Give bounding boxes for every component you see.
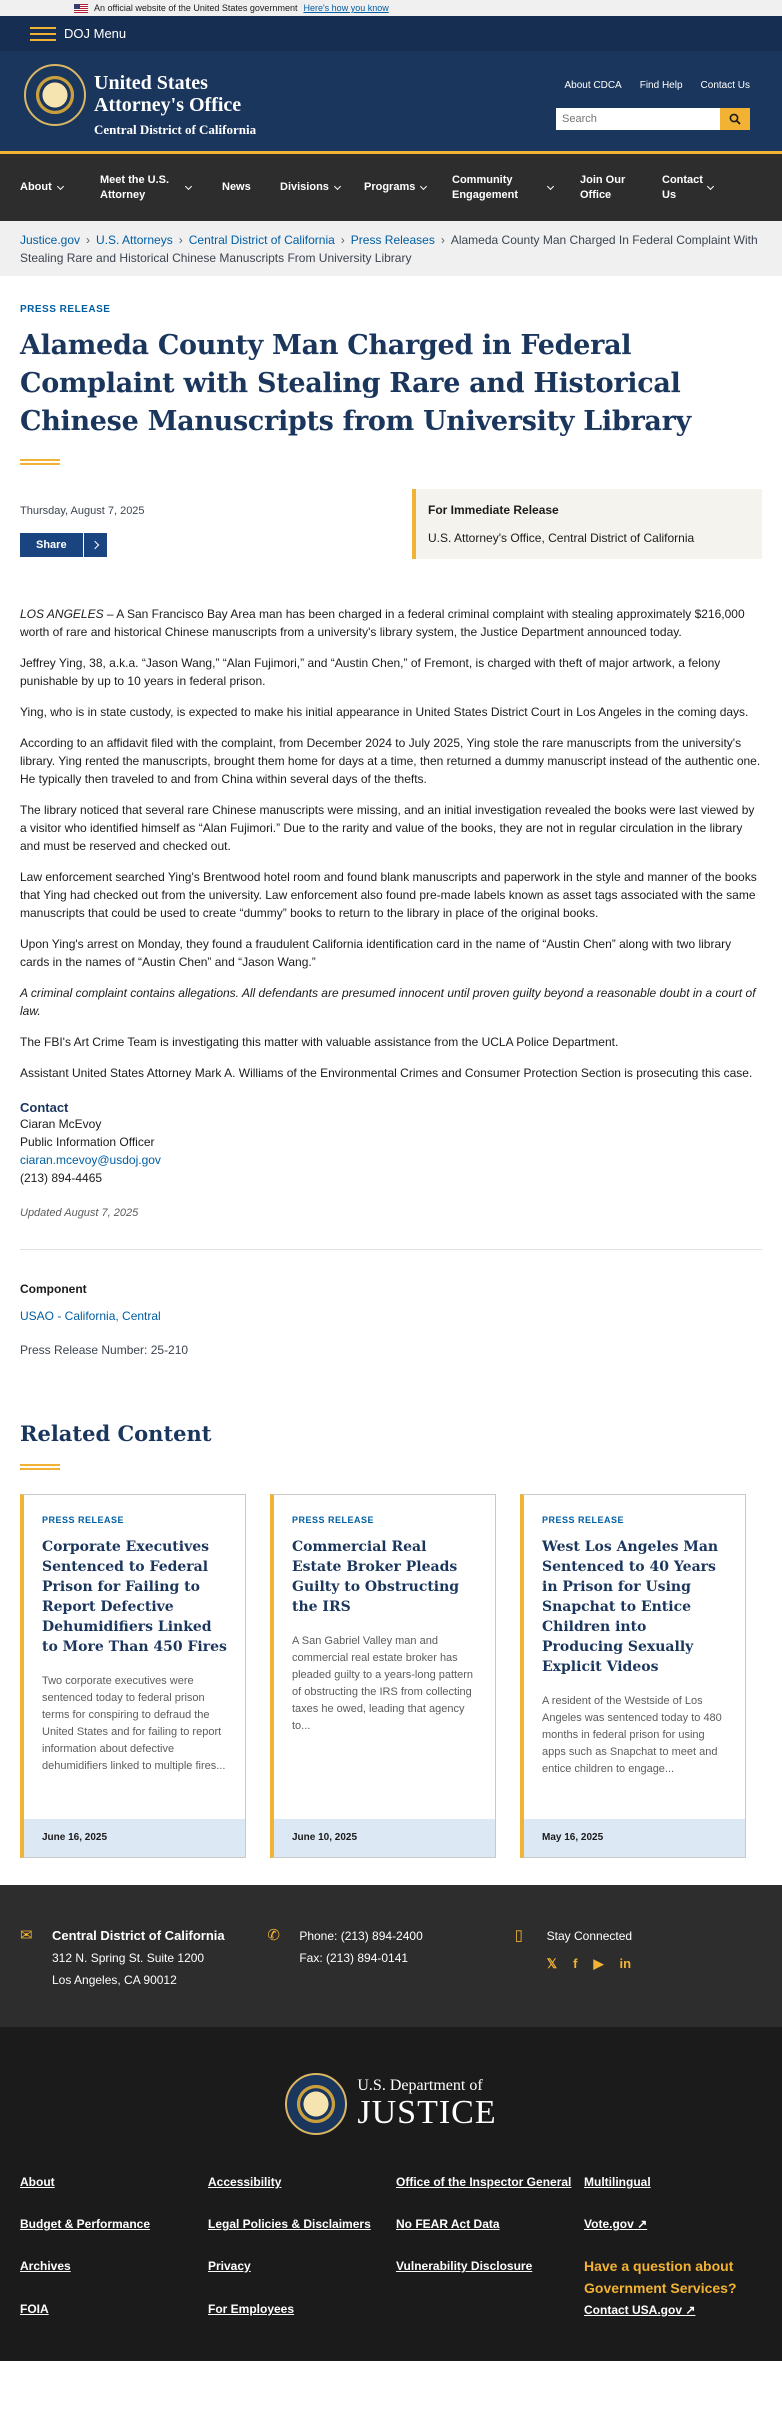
address-line1: 312 N. Spring St. Suite 1200	[52, 1951, 205, 1965]
external-link-icon: ↗	[685, 2303, 696, 2317]
social-links	[547, 1953, 632, 1975]
related-card[interactable]	[20, 1494, 246, 1858]
chevron-right-icon: ›	[440, 233, 445, 247]
contact-heading: Contact	[20, 1100, 69, 1115]
lead-text: – A San Francisco Bay Area man has been charged in a federal criminal complaint with stealing approximately $216,000 worth of rare and historical Chinese manuscripts from a university's library system, the Justice Department announced today.	[20, 607, 745, 639]
page-title: Alameda County Man Charged in Federal Complaint with Stealing Rare and Historical Chinese Manuscripts from University Library	[20, 330, 691, 437]
article-paragraph: Upon Ying's arrest on Monday, they found a fraudulent California identification card in the name of “Austin Chen” along with two library cards in the names of “Austin Chen” and “Jason Wang.”	[20, 937, 732, 969]
footer-link-vote-gov[interactable]	[584, 2217, 647, 2231]
footer-link-legal[interactable]: Legal Policies & Disclaimers	[208, 2217, 371, 2231]
facebook-icon[interactable]: f	[573, 1956, 578, 1971]
nav-contact-us[interactable]	[662, 173, 722, 203]
card-title[interactable]: West Los Angeles Man Sentenced to 40 Years in Prison for Using Snapchat to Entice Children into Producing Sexually Explicit Videos	[542, 1539, 719, 1675]
divider	[20, 1249, 762, 1250]
nav-divisions[interactable]	[280, 180, 342, 195]
chevron-down-icon	[185, 182, 192, 189]
card-date: May 16, 2025	[524, 1819, 745, 1857]
office-name-district: Central District of California	[94, 122, 257, 137]
doj-seal-logo	[285, 2073, 347, 2135]
related-cards	[20, 1494, 762, 1858]
nav-news-label: News	[222, 181, 251, 193]
immediate-release-box	[412, 489, 762, 559]
site-footer	[0, 2027, 782, 2361]
related-accent	[20, 1464, 60, 1470]
us-flag-icon	[74, 4, 88, 13]
component-block	[20, 1282, 762, 1323]
card-eyebrow: PRESS RELEASE	[42, 1515, 125, 1525]
nav-programs-label: Programs	[364, 181, 416, 193]
utility-links	[564, 80, 750, 91]
contact-usa-gov-link[interactable]	[584, 2303, 695, 2317]
footer-link-archives[interactable]: Archives	[20, 2259, 71, 2273]
article-paragraph	[20, 605, 762, 641]
doj-seal-logo[interactable]	[24, 64, 86, 126]
about-cdca-link[interactable]: About CDCA	[564, 80, 622, 91]
card-title[interactable]: Corporate Executives Sentenced to Federal Prison for Failing to Report Defective Dehumidifiers Linked to More Than 450 Fires	[42, 1539, 227, 1655]
main-nav	[0, 154, 782, 221]
contact-phone: (213) 894-4465	[20, 1171, 103, 1185]
breadcrumb-district[interactable]: Central District of California	[188, 233, 335, 247]
release-date: Thursday, August 7, 2025	[20, 505, 145, 517]
related-card[interactable]	[520, 1494, 746, 1858]
footer-link-budget[interactable]: Budget & Performance	[20, 2217, 151, 2231]
youtube-icon[interactable]: ▶	[593, 1956, 604, 1971]
footer-link-accessibility[interactable]: Accessibility	[208, 2175, 282, 2189]
card-eyebrow: PRESS RELEASE	[292, 1515, 375, 1525]
chevron-right-icon: ›	[86, 233, 91, 247]
dateline: LOS ANGELES	[20, 607, 104, 621]
card-date: June 10, 2025	[274, 1819, 495, 1857]
chevron-down-icon	[57, 182, 64, 189]
chevron-right-icon: ›	[178, 233, 183, 247]
masthead	[0, 51, 782, 151]
external-link-icon: ↗	[637, 2217, 648, 2231]
chevron-right-icon: ›	[340, 233, 345, 247]
heres-how-link[interactable]: Here's how you know	[303, 3, 389, 13]
office-name-footer: Central District of California	[52, 1928, 225, 1943]
contact-usa-label: Contact USA.gov	[584, 2303, 683, 2317]
press-release-eyebrow: PRESS RELEASE	[20, 304, 111, 315]
article-paragraph: Ying, who is in state custody, is expected to make his initial appearance in United States District Court in Los Angeles in the coming days.	[20, 705, 749, 719]
card-summary: A San Gabriel Valley man and commercial real estate broker has pleaded guilty to a years-long pattern of obstructing the IRS from collecting taxes he owed, leading that agency to...	[292, 1635, 474, 1732]
footer-link-no-fear[interactable]: No FEAR Act Data	[396, 2217, 500, 2231]
contact-title: Public Information Officer	[20, 1135, 155, 1149]
office-contact-bar	[0, 1885, 782, 2027]
contact-email-link[interactable]: ciaran.mcevoy@usdoj.gov	[20, 1153, 161, 1167]
search-form	[556, 108, 750, 130]
disclaimer: A criminal complaint contains allegations. All defendants are presumed innocent until proven guilty beyond a reasonable doubt in a court of law.	[20, 986, 756, 1018]
breadcrumb-justice-gov[interactable]: Justice.gov	[20, 233, 81, 247]
breadcrumb	[0, 221, 782, 276]
article-paragraph: Assistant United States Attorney Mark A. Williams of the Environmental Crimes and Consumer Protection Section is prosecuting this case.	[20, 1066, 753, 1080]
vote-gov-label: Vote.gov	[584, 2217, 634, 2231]
article-main	[0, 304, 782, 1858]
phone-icon: ✆	[267, 1927, 280, 1944]
mobile-icon: ▯	[514, 1927, 523, 1944]
nav-contact-label: Contact Us	[662, 173, 703, 201]
nav-join-our-office[interactable]	[580, 173, 640, 203]
breadcrumb-current: Alameda County Man Charged In Federal Complaint With Stealing Rare and Historical Chinese Manuscripts From University Library	[20, 233, 758, 265]
nav-meet-label: Meet the U.S. Attorney	[100, 173, 170, 201]
nav-join-label: Join Our Office	[580, 173, 626, 201]
envelope-icon: ✉	[20, 1927, 33, 1944]
office-name[interactable]	[94, 72, 256, 138]
office-name-line2: Attorney's Office	[94, 94, 242, 116]
find-help-link[interactable]: Find Help	[639, 80, 683, 91]
government-services-question: Have a question about Government Services?	[584, 2258, 737, 2296]
linkedin-icon[interactable]: in	[619, 1956, 632, 1971]
nav-news[interactable]	[222, 180, 258, 195]
address-line2: Los Angeles, CA 90012	[52, 1973, 177, 1987]
article-paragraph: The library noticed that several rare Chinese manuscripts were missing, and an initial investigation revealed the books were last viewed by a visitor who identified himself as “Alan Fujimori.” Due to the rarity and value of the books, they are not in regular circulation in the library and must be reserved and checked out.	[20, 803, 755, 853]
stay-connected	[515, 1925, 762, 2027]
x-twitter-icon[interactable]: 𝕏	[546, 1956, 558, 1971]
breadcrumb-press-releases[interactable]: Press Releases	[350, 233, 435, 247]
share-label: Share	[36, 539, 67, 551]
card-title[interactable]: Commercial Real Estate Broker Pleads Guilty to Obstructing the IRS	[292, 1539, 460, 1615]
contact-us-link[interactable]: Contact Us	[700, 80, 750, 91]
hamburger-icon	[30, 27, 56, 41]
footer-link-employees[interactable]: For Employees	[208, 2302, 295, 2316]
article-paragraph: The FBI's Art Crime Team is investigating this matter with valuable assistance from the UCLA Police Department.	[20, 1035, 619, 1049]
gov-banner-text: An official website of the United States government	[94, 3, 298, 13]
nav-about-label: About	[20, 181, 52, 193]
press-release-number: Press Release Number: 25-210	[20, 1343, 189, 1357]
chevron-right-icon	[83, 533, 107, 557]
chevron-down-icon	[420, 182, 427, 189]
release-office: U.S. Attorney's Office, Central District of California	[428, 531, 695, 545]
dept-line2: JUSTICE	[357, 2094, 497, 2131]
component-link[interactable]: USAO - California, Central	[20, 1309, 161, 1323]
card-eyebrow: PRESS RELEASE	[542, 1515, 625, 1525]
article-body	[20, 605, 762, 1082]
nav-meet-us-attorney[interactable]	[100, 173, 200, 203]
nav-about[interactable]	[20, 180, 78, 195]
footer-link-about[interactable]: About	[20, 2175, 55, 2189]
nav-divisions-label: Divisions	[280, 181, 329, 193]
updated-date: Updated August 7, 2025	[20, 1207, 139, 1219]
search-button[interactable]	[720, 108, 750, 130]
search-input[interactable]	[556, 108, 720, 130]
contact-block	[20, 1100, 762, 1187]
chevron-down-icon	[334, 182, 341, 189]
footer-link-foia[interactable]: FOIA	[20, 2302, 49, 2316]
search-icon	[729, 113, 741, 125]
footer-link-vulnerability[interactable]: Vulnerability Disclosure	[396, 2259, 533, 2273]
card-summary: Two corporate executives were sentenced today to federal prison terms for conspiring to defraud the United States and for failing to report information about defective dehumidifiers linked to multiple fires...	[42, 1675, 226, 1772]
footer-link-privacy[interactable]: Privacy	[208, 2259, 251, 2273]
phone-number[interactable]: Phone: (213) 894-2400	[299, 1929, 423, 1943]
footer-link-multilingual[interactable]: Multilingual	[584, 2175, 651, 2189]
gov-banner	[0, 0, 782, 16]
nav-programs[interactable]	[364, 180, 430, 195]
related-card[interactable]	[270, 1494, 496, 1858]
card-date: June 16, 2025	[24, 1819, 245, 1857]
office-address	[20, 1925, 267, 2027]
chevron-down-icon	[547, 182, 554, 189]
article-paragraph: According to an affidavit filed with the complaint, from December 2024 to July 2025, Ying stole the rare manuscripts from the university's library. Ying rented the manuscripts, brought them home for days at a time, then returned a dummy manuscript instead of the authentic one. He typically then traveled to and from China within several days of the thefts.	[20, 736, 761, 786]
share-button[interactable]	[20, 533, 107, 557]
contact-name: Ciaran McEvoy	[20, 1117, 102, 1131]
nav-community-label: Community Engagement	[452, 173, 519, 201]
footer-link-oig[interactable]: Office of the Inspector General	[396, 2175, 572, 2189]
doj-menu-label: DOJ Menu	[64, 26, 127, 41]
title-accent	[20, 459, 60, 465]
related-content-heading: Related Content	[20, 1421, 212, 1446]
fax-number: Fax: (213) 894-0141	[299, 1951, 409, 1965]
office-phone	[267, 1925, 514, 2027]
nav-community-engagement[interactable]	[452, 173, 558, 203]
doj-menu-button[interactable]	[0, 16, 782, 51]
meta-row	[20, 489, 762, 559]
office-name-line1: United States	[94, 72, 208, 94]
article-paragraph: Jeffrey Ying, 38, a.k.a. “Jason Wang,” “Alan Fujimori,” and “Austin Chen,” of Fremont, is charged with theft of major artwork, a felony punishable by up to 10 years in federal prison.	[20, 656, 721, 688]
breadcrumb-us-attorneys[interactable]: U.S. Attorneys	[96, 233, 173, 247]
dept-line1: U.S. Department of	[357, 2077, 483, 2094]
stay-connected-label: Stay Connected	[546, 1929, 633, 1943]
card-summary: A resident of the Westside of Los Angeles was sentenced today to 480 months in federal prison for using apps such as Snapchat to meet and entice children to engage...	[542, 1695, 722, 1775]
chevron-down-icon	[707, 182, 714, 189]
doj-footer-logo[interactable]	[20, 2073, 762, 2135]
footer-links	[20, 2171, 762, 2321]
immediate-release-heading: For Immediate Release	[428, 503, 559, 517]
article-paragraph: Law enforcement searched Ying's Brentwood hotel room and found blank manuscripts and paperwork in the style and manner of the books that Ying had checked out from the university. Law enforcement also found pre-made labels known as asset tags associated with the same manuscripts that could be used to create “dummy” books to return to the library in place of the original books.	[20, 870, 757, 920]
component-heading: Component	[20, 1282, 87, 1296]
